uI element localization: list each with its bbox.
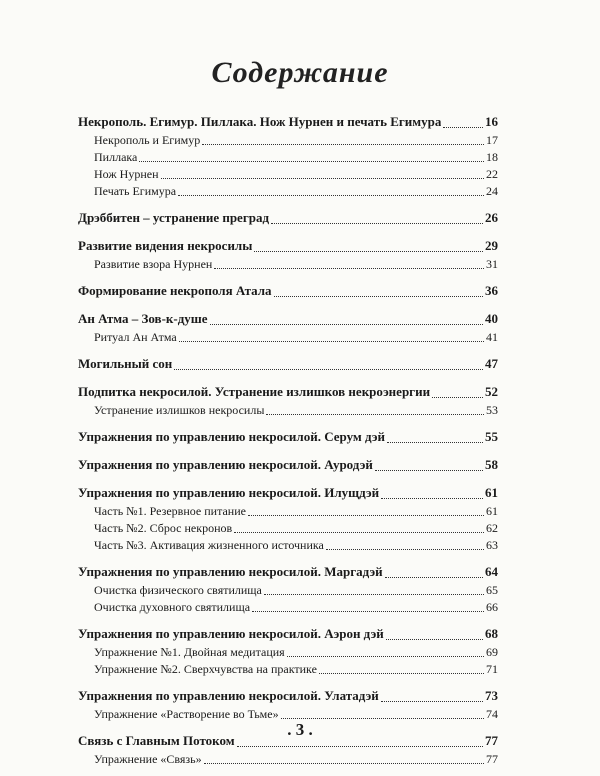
toc-entry-page: 26 [485, 210, 498, 225]
toc-subentry [78, 599, 498, 616]
toc-entry [78, 455, 498, 475]
toc-subentry [78, 503, 498, 520]
toc-subentry [78, 256, 498, 273]
dot-leader [381, 498, 483, 499]
toc-entry [78, 382, 498, 402]
toc-entry-title: Некрополь и Егимур [94, 133, 201, 147]
dot-leader [252, 611, 484, 612]
toc-entry-page: 18 [486, 150, 498, 164]
dot-leader [254, 251, 483, 252]
dot-leader [387, 442, 483, 443]
toc-section [78, 354, 498, 374]
toc-entry-title: Некрополь. Егимур. Пиллака. Нож Нурнен и печать Егимура [78, 114, 442, 129]
dot-leader [381, 701, 483, 702]
dot-leader [264, 594, 484, 595]
dot-leader [274, 296, 483, 297]
toc-entry-page: 52 [485, 384, 498, 399]
dot-leader [326, 549, 484, 550]
toc-entry-page: 77 [485, 733, 498, 748]
toc-section [78, 112, 498, 200]
toc-entry-page: 31 [486, 257, 498, 271]
toc-subentry [78, 183, 498, 200]
page-number: . 3 . [287, 720, 313, 739]
toc-entry-page: 64 [485, 564, 498, 579]
toc-entry-title: Связь с Главным Потоком [78, 733, 235, 748]
toc-entry-title: Нож Нурнен [94, 167, 159, 181]
toc-entry-title: Упражнение «Связь» [94, 752, 202, 766]
toc-entry-page: 63 [486, 538, 498, 552]
toc-entry-title: Очистка духовного святилища [94, 600, 251, 614]
toc-entry-page: 58 [485, 457, 498, 472]
toc-entry-page: 16 [485, 114, 498, 129]
dot-leader [174, 369, 483, 370]
dot-leader [385, 577, 483, 578]
toc-entry-page: 71 [486, 662, 498, 676]
toc-entry-page: 65 [486, 583, 498, 597]
toc-entry-page: 36 [485, 283, 498, 298]
toc-subentry [78, 582, 498, 599]
toc-entry-title: Очистка физического святилища [94, 583, 262, 597]
toc-subentry [78, 166, 498, 183]
toc-section [78, 236, 498, 273]
dot-leader [271, 223, 483, 224]
toc-entry-page: 22 [486, 167, 498, 181]
toc-entry-page: 74 [486, 707, 498, 721]
toc-subentry [78, 644, 498, 661]
toc-entry [78, 236, 498, 256]
toc-section [78, 624, 498, 678]
toc-entry-page: 55 [485, 429, 498, 444]
toc-entry-title: Упражнения по управлению некросилой. Аэрон дэй [78, 626, 384, 641]
dot-leader [432, 397, 483, 398]
toc-section [78, 427, 498, 447]
toc-entry [78, 624, 498, 644]
toc-entry-title: Упражнения по управлению некросилой. Улатадэй [78, 688, 379, 703]
toc-entry-title: Упражнения по управлению некросилой. Серум дэй [78, 429, 386, 444]
toc-subentry [78, 329, 498, 346]
toc-section [78, 281, 498, 301]
toc-entry-title: Часть №1. Резервное питание [94, 504, 246, 518]
toc-entry-title: Упражнение №1. Двойная медитация [94, 645, 285, 659]
toc-entry-title: Могильный сон [78, 356, 173, 371]
toc-title: Содержание [211, 56, 389, 89]
toc-entry-page: 66 [486, 600, 498, 614]
toc-subentry [78, 661, 498, 678]
toc-entry-title: Развитие видения некросилы [78, 238, 253, 253]
dot-leader [287, 656, 484, 657]
toc-entry-title: Ритуал Ан Атма [94, 330, 177, 344]
dot-leader [178, 195, 484, 196]
dot-leader [319, 673, 484, 674]
toc-entry-title: Упражнение «Растворение во Тьме» [94, 707, 279, 721]
toc-entry-page: 47 [485, 356, 498, 371]
toc-entry-title: Часть №3. Активация жизненного источника [94, 538, 324, 552]
toc-entry [78, 562, 498, 582]
toc-entry [78, 354, 498, 374]
dot-leader [204, 763, 484, 764]
toc-entry-page: 24 [486, 184, 498, 198]
toc-entry [78, 427, 498, 447]
dot-leader [210, 324, 483, 325]
toc-subentry [78, 520, 498, 537]
toc-entry-page: 77 [486, 752, 498, 766]
toc-entry-page: 61 [486, 504, 498, 518]
toc-entry-title: Формирование некрополя Атала [78, 283, 272, 298]
toc-entry [78, 281, 498, 301]
toc-entry [78, 483, 498, 503]
dot-leader [234, 532, 484, 533]
dot-leader [375, 470, 483, 471]
toc-section [78, 382, 498, 419]
toc-entry-page: 41 [486, 330, 498, 344]
toc-entry-page: 17 [486, 133, 498, 147]
toc-section [78, 208, 498, 228]
toc-entry-page: 29 [485, 238, 498, 253]
toc-entry-page: 61 [485, 485, 498, 500]
toc-entry-title: Упражнение №2. Сверхчувства на практике [94, 662, 317, 676]
dot-leader [248, 515, 484, 516]
toc-section [78, 309, 498, 346]
table-of-contents [78, 112, 498, 776]
toc-section [78, 562, 498, 616]
toc-entry [78, 686, 498, 706]
toc-entry-page: 62 [486, 521, 498, 535]
dot-leader [266, 414, 484, 415]
toc-section [78, 455, 498, 475]
toc-entry-page: 73 [485, 688, 498, 703]
toc-entry-title: Устранение излишков некросилы [94, 403, 265, 417]
toc-entry-title: Печать Егимура [94, 184, 177, 198]
toc-subentry [78, 537, 498, 554]
toc-entry-page: 69 [486, 645, 498, 659]
toc-section [78, 686, 498, 723]
dot-leader [386, 639, 483, 640]
toc-entry-title: Упражнения по управлению некросилой. Илущдэй [78, 485, 380, 500]
toc-section [78, 483, 498, 554]
toc-entry [78, 208, 498, 228]
dot-leader [139, 161, 484, 162]
toc-entry [78, 309, 498, 329]
dot-leader [202, 144, 484, 145]
toc-entry-title: Ан Атма – Зов-к-душе [78, 311, 208, 326]
toc-entry-title: Упражнения по управлению некросилой. Ауродэй [78, 457, 373, 472]
dot-leader [281, 718, 484, 719]
toc-entry-title: Дрэббитен – устранение преград [78, 210, 270, 225]
toc-entry-title: Упражнения по управлению некросилой. Маргадэй [78, 564, 383, 579]
dot-leader [237, 746, 483, 747]
toc-subentry [78, 149, 498, 166]
toc-subentry [78, 402, 498, 419]
toc-entry-page: 53 [486, 403, 498, 417]
toc-entry-page: 40 [485, 311, 498, 326]
dot-leader [214, 268, 484, 269]
toc-entry-title: Развитие взора Нурнен [94, 257, 213, 271]
toc-subentry [78, 132, 498, 149]
toc-entry [78, 112, 498, 132]
toc-entry-page: 68 [485, 626, 498, 641]
dot-leader [443, 127, 483, 128]
toc-entry-title: Пиллака [94, 150, 138, 164]
toc-entry-title: Подпитка некросилой. Устранение излишков некроэнергии [78, 384, 431, 399]
dot-leader [179, 341, 484, 342]
dot-leader [161, 178, 485, 179]
toc-subentry [78, 751, 498, 768]
toc-entry-title: Часть №2. Сброс некронов [94, 521, 233, 535]
